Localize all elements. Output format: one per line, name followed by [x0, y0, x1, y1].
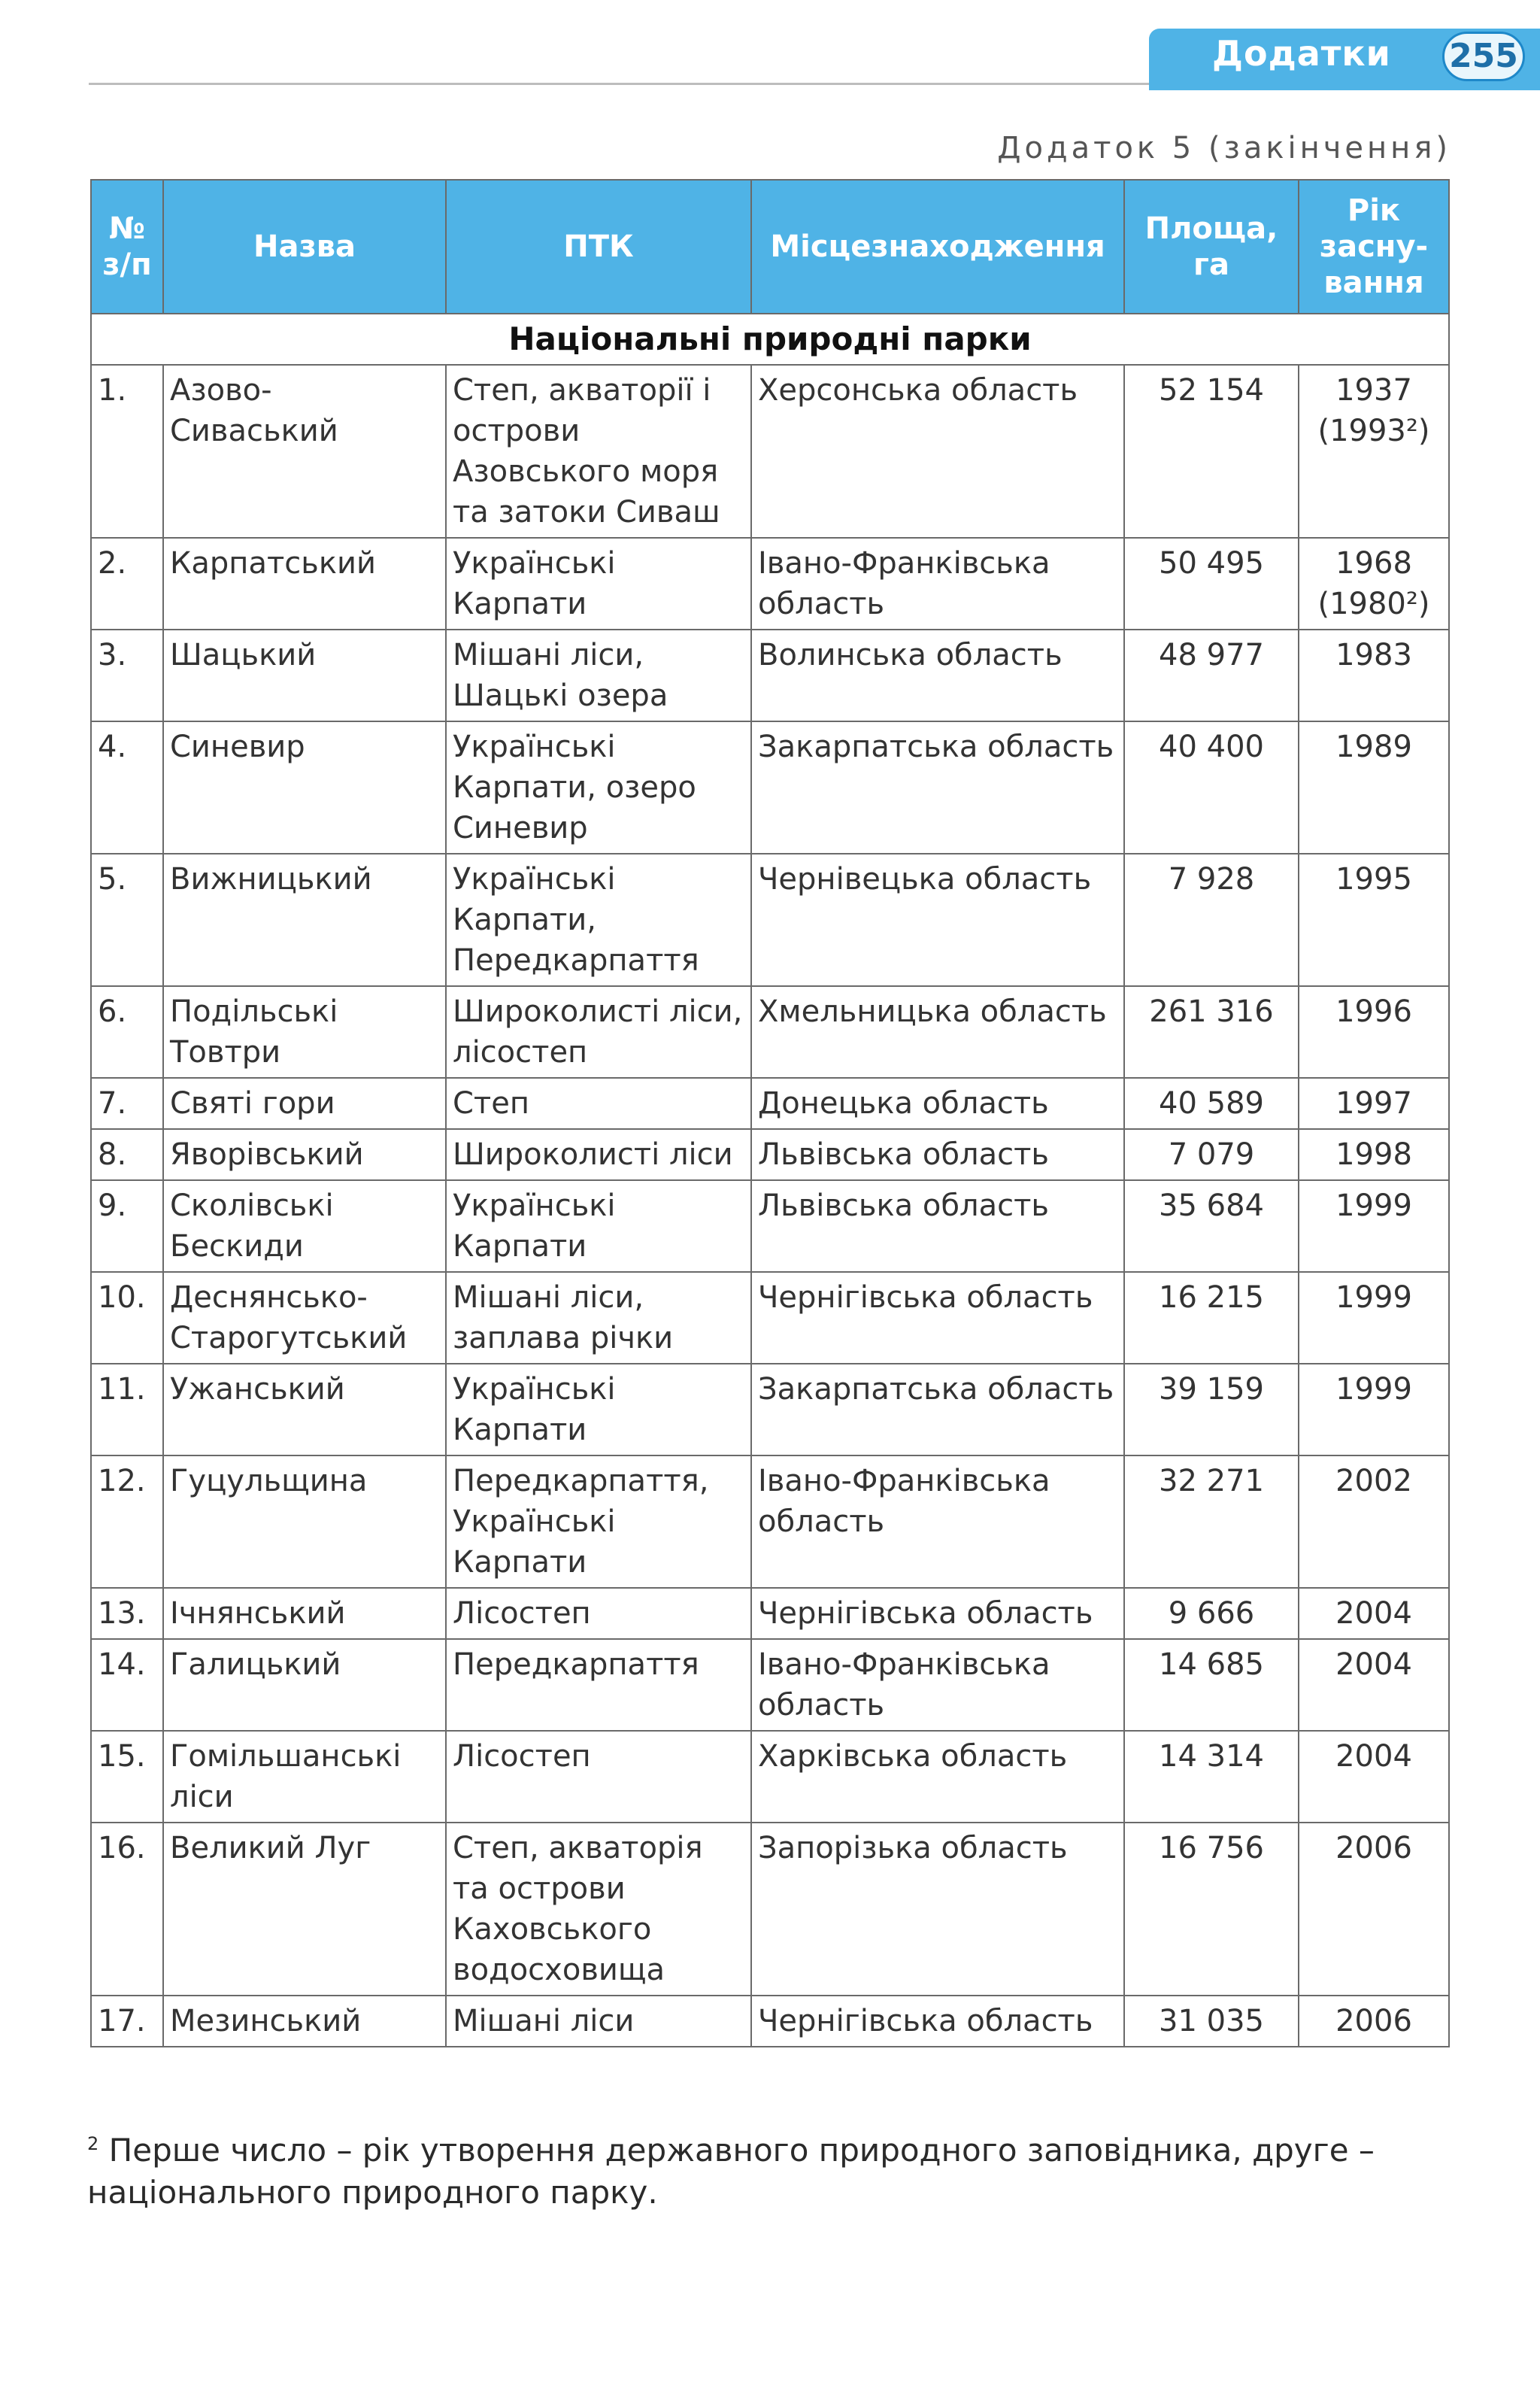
park-location: Чернігівська область: [751, 1588, 1124, 1639]
column-header-year: Рік засну-вання: [1299, 180, 1449, 314]
park-location: Чернівецька область: [751, 854, 1124, 986]
row-number: 12.: [91, 1455, 163, 1588]
page-number: 255: [1442, 32, 1525, 81]
park-area: 16 215: [1124, 1272, 1299, 1364]
footnote-marker: 2: [87, 2133, 99, 2154]
row-number: 9.: [91, 1180, 163, 1272]
row-number: 8.: [91, 1129, 163, 1180]
park-year: 1968 (1980²): [1299, 538, 1449, 630]
park-area: 40 400: [1124, 721, 1299, 854]
park-name: Ужанський: [163, 1364, 446, 1455]
park-year: 2004: [1299, 1639, 1449, 1731]
park-location: Волинська область: [751, 630, 1124, 721]
park-ptk: Степ, акваторії і острови Азовського моря та затоки Сиваш: [446, 365, 751, 538]
row-number: 1.: [91, 365, 163, 538]
row-number: 2.: [91, 538, 163, 630]
park-ptk: Степ: [446, 1078, 751, 1129]
park-ptk: Передкарпаття, Українські Карпати: [446, 1455, 751, 1588]
park-location: Чернігівська область: [751, 1272, 1124, 1364]
row-number: 16.: [91, 1823, 163, 1996]
park-location: Івано-Франківська область: [751, 1455, 1124, 1588]
park-area: 39 159: [1124, 1364, 1299, 1455]
park-ptk: Широколисті ліси, лісостеп: [446, 986, 751, 1078]
parks-table: [90, 179, 1450, 2047]
park-area: 16 756: [1124, 1823, 1299, 1996]
header-rule: [89, 83, 1150, 85]
park-name: Шацький: [163, 630, 446, 721]
park-name: Подільські Товтри: [163, 986, 446, 1078]
park-location: Закарпатська область: [751, 721, 1124, 854]
row-number: 5.: [91, 854, 163, 986]
park-name: Ічнянський: [163, 1588, 446, 1639]
park-year: 1989: [1299, 721, 1449, 854]
row-number: 14.: [91, 1639, 163, 1731]
table-row: [91, 986, 1449, 1078]
table-header-row: [91, 180, 1449, 314]
park-location: Запорізька область: [751, 1823, 1124, 1996]
park-ptk: Широколисті ліси: [446, 1129, 751, 1180]
park-area: 52 154: [1124, 365, 1299, 538]
table-row: [91, 721, 1449, 854]
park-ptk: Мішані ліси, Шацькі озера: [446, 630, 751, 721]
column-header-name: Назва: [163, 180, 446, 314]
appendix-caption: Додаток 5 (закінчення): [997, 131, 1451, 165]
park-name: Гуцульщина: [163, 1455, 446, 1588]
park-name: Мезинський: [163, 1996, 446, 2047]
park-year: 1999: [1299, 1180, 1449, 1272]
section-title-cell: Національні природні парки: [91, 314, 1449, 365]
park-location: Харківська область: [751, 1731, 1124, 1823]
park-year: 2004: [1299, 1731, 1449, 1823]
row-number: 11.: [91, 1364, 163, 1455]
row-number: 17.: [91, 1996, 163, 2047]
park-name: Святі гори: [163, 1078, 446, 1129]
row-number: 4.: [91, 721, 163, 854]
park-year: 1996: [1299, 986, 1449, 1078]
footnote-text: Перше число – рік утворення державного природного заповідника, друге – національного природного парку.: [87, 2132, 1375, 2211]
park-location: Хмельницька область: [751, 986, 1124, 1078]
park-location: Херсонська область: [751, 365, 1124, 538]
park-year: 2006: [1299, 1823, 1449, 1996]
park-area: 31 035: [1124, 1996, 1299, 2047]
table-row: [91, 1180, 1449, 1272]
table-row: [91, 1272, 1449, 1364]
park-name: Азово-Сиваський: [163, 365, 446, 538]
park-ptk: Мішані ліси, заплава річки: [446, 1272, 751, 1364]
table-row: [91, 854, 1449, 986]
park-year: 1999: [1299, 1272, 1449, 1364]
table-row: [91, 1996, 1449, 2047]
park-year: 1937 (1993²): [1299, 365, 1449, 538]
park-ptk: Мішані ліси: [446, 1996, 751, 2047]
park-area: 40 589: [1124, 1078, 1299, 1129]
table-row: [91, 1588, 1449, 1639]
table-row: [91, 1823, 1449, 1996]
park-year: 2004: [1299, 1588, 1449, 1639]
park-location: Івано-Франківська область: [751, 538, 1124, 630]
park-area: 7 079: [1124, 1129, 1299, 1180]
row-number: 10.: [91, 1272, 163, 1364]
park-area: 261 316: [1124, 986, 1299, 1078]
park-name: Яворівський: [163, 1129, 446, 1180]
park-location: Закарпатська область: [751, 1364, 1124, 1455]
park-name: Синевир: [163, 721, 446, 854]
park-area: 35 684: [1124, 1180, 1299, 1272]
park-name: Галицький: [163, 1639, 446, 1731]
park-location: Львівська область: [751, 1180, 1124, 1272]
park-ptk: Лісостеп: [446, 1588, 751, 1639]
park-year: 1995: [1299, 854, 1449, 986]
table-row: [91, 365, 1449, 538]
section-title: Додатки: [1212, 33, 1391, 74]
park-name: Сколівські Бескиди: [163, 1180, 446, 1272]
park-area: 9 666: [1124, 1588, 1299, 1639]
park-name: Вижницький: [163, 854, 446, 986]
park-name: Карпатський: [163, 538, 446, 630]
table-row: [91, 1129, 1449, 1180]
park-year: 1983: [1299, 630, 1449, 721]
table-row: [91, 1364, 1449, 1455]
section-row: [91, 314, 1449, 365]
column-header-location: Місцезнаходження: [751, 180, 1124, 314]
park-year: 2006: [1299, 1996, 1449, 2047]
row-number: 15.: [91, 1731, 163, 1823]
table-row: [91, 1455, 1449, 1588]
row-number: 13.: [91, 1588, 163, 1639]
row-number: 6.: [91, 986, 163, 1078]
park-year: 2002: [1299, 1455, 1449, 1588]
park-ptk: Українські Карпати: [446, 1364, 751, 1455]
park-year: 1998: [1299, 1129, 1449, 1180]
table-row: [91, 1731, 1449, 1823]
column-header-ptk: ПТК: [446, 180, 751, 314]
park-ptk: Українські Карпати: [446, 1180, 751, 1272]
park-location: Чернігівська область: [751, 1996, 1124, 2047]
table-row: [91, 630, 1449, 721]
park-location: Львівська область: [751, 1129, 1124, 1180]
park-area: 48 977: [1124, 630, 1299, 721]
park-ptk: Українські Карпати, озеро Синевир: [446, 721, 751, 854]
park-name: Гомільшанські ліси: [163, 1731, 446, 1823]
park-year: 1999: [1299, 1364, 1449, 1455]
table-row: [91, 538, 1449, 630]
table-row: [91, 1078, 1449, 1129]
footnote: [87, 2123, 1448, 2214]
park-ptk: Українські Карпати, Передкарпаття: [446, 854, 751, 986]
park-name: Деснянсько-Старогутський: [163, 1272, 446, 1364]
park-year: 1997: [1299, 1078, 1449, 1129]
park-area: 32 271: [1124, 1455, 1299, 1588]
park-ptk: Степ, акваторія та острови Каховського водосховища: [446, 1823, 751, 1996]
park-ptk: Українські Карпати: [446, 538, 751, 630]
column-header-area: Площа, га: [1124, 180, 1299, 314]
park-name: Великий Луг: [163, 1823, 446, 1996]
park-area: 7 928: [1124, 854, 1299, 986]
row-number: 3.: [91, 630, 163, 721]
table-row: [91, 1639, 1449, 1731]
park-ptk: Лісостеп: [446, 1731, 751, 1823]
row-number: 7.: [91, 1078, 163, 1129]
park-location: Івано-Франківська область: [751, 1639, 1124, 1731]
park-ptk: Передкарпаття: [446, 1639, 751, 1731]
park-area: 50 495: [1124, 538, 1299, 630]
park-area: 14 685: [1124, 1639, 1299, 1731]
park-area: 14 314: [1124, 1731, 1299, 1823]
column-header-number: № з/п: [91, 180, 163, 314]
park-location: Донецька область: [751, 1078, 1124, 1129]
